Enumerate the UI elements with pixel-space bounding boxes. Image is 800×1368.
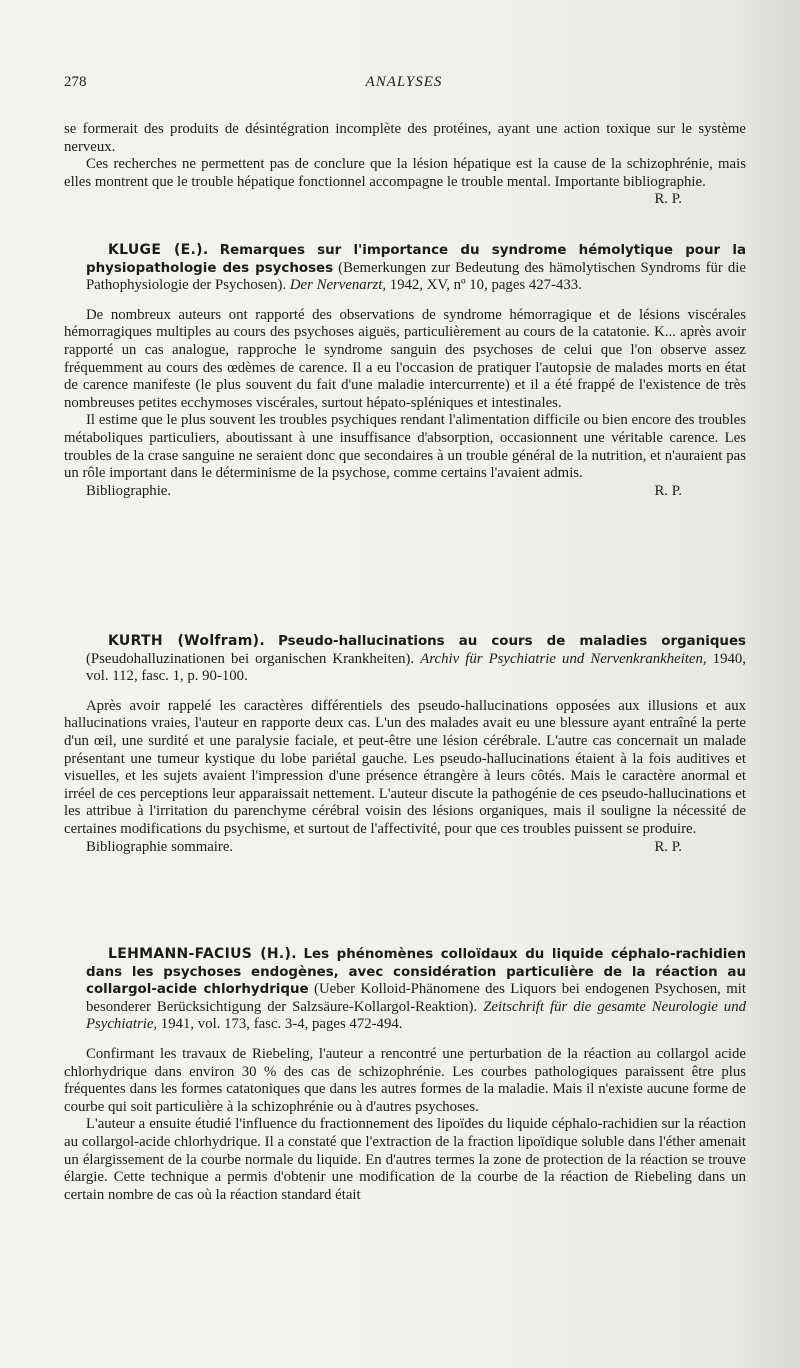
entry-original-title: (Bemerkungen zur Bedeutung des hämolytischen Syndroms für die Pathophysiologie der Psychosen).	[86, 259, 746, 294]
entry-journal: Archiv für Psychiatrie und Nervenkrankheiten,	[420, 650, 707, 667]
bibliographic-reference	[64, 946, 746, 1034]
entry-original-title: (Pseudohalluzinationen bei organischen Krankheiten).	[86, 650, 415, 667]
review-entry-kluge	[64, 242, 746, 500]
entry-paragraph: Il estime que le plus souvent les troubles psychiques rendant l'alimentation difficile ou bien encore des troubles métaboliques particuliers, aboutissant à une insuffisance d'absorption, occasionnent une véritable carence. Les troubles de la crase sanguine ne seraient donc que secondaires à un trouble général de la nutrition, et n'auraient pas un rôle important dans le déterminisme de la psychose, comme certains l'avaient admis.	[64, 412, 746, 482]
entry-paragraph: Confirmant les travaux de Riebeling, l'auteur a rencontré une perturbation de la réaction au collargol acide chlorhydrique dans environ 30 % des cas de schizophrénie. Les courbes pathologiques paraissent être plus fréquentes dans les formes catatoniques que dans les autres formes de la maladie. Mais il n'existe aucune forme de courbe qui soit particulière à la schizophrénie ou à d'autres psychoses.	[64, 1045, 746, 1115]
entry-title: Remarques sur l'importance du syndrome hémolytique pour la physiopathologie des psychoses	[86, 243, 747, 276]
entry-title: Les phénomènes colloïdaux du liquide céphalo-rachidien dans les psychoses endogènes, avec considération particulière de la réaction au collargol-acide chlorhydrique	[86, 947, 747, 998]
entry-paragraph: L'auteur a ensuite étudié l'influence du fractionnement des lipoïdes du liquide céphalo-rachidien sur la réaction au collargol-acide chlorhydrique. Il a constaté que l'extraction de la fraction lipoïdique soluble dans l'éther amenait un élargissement de la courbe normale du liquide. En d'autres termes la zone de protection de la réaction se trouve élargie. Cette technique a permis d'obtenir une modification de la courbe de la réaction de Riebeling dans un certain nombre de cas où la réaction standard était	[64, 1116, 746, 1203]
entry-citation: 1940, vol. 112, fasc. 1, p. 90-100.	[86, 650, 746, 685]
page-number: 278	[64, 74, 87, 90]
entry-closing: Bibliographie sommaire.	[86, 838, 234, 855]
entry-citation: 1941, vol. 173, fasc. 3-4, pages 472-494.	[160, 1016, 403, 1033]
page-header	[64, 74, 744, 98]
entry-journal: Der Nervenarzt,	[289, 277, 387, 294]
signature-row	[64, 191, 746, 209]
reviewer-signature: R. P.	[654, 838, 682, 855]
review-entry-lehmann-facius	[64, 946, 746, 1204]
entry-original-title: (Ueber Kolloid-Phänomene des Liquors bei endogenen Psychosen, mit besonderer Berücksichtigung der Salzsäure-Kollargol-Reaktion).	[86, 981, 747, 1015]
entry-journal: Zeitschrift für die gesamte Neurologie und Psychiatrie,	[86, 998, 747, 1033]
entry-paragraph: De nombreux auteurs ont rapporté des observations de syndrome hémorragique et de lésions viscérales hémorragiques multiples au cours des psychoses aiguës, particulièrement au cours de la catatonie. K... après avoir rapporté un cas analogue, rapproche le syndrome sanguin des psychoses de celui que l'on observe assez fréquemment au cours des œdèmes de carence. Il a eu l'occasion de pratiquer l'autopsie de malades morts en état de carence manifeste (le plus souvent du fait d'une maladie intercurrente) et il a été frappé de l'existence de très nombreuses petites ecchymoses viscérales, surtout hépato-spléniques et intestinales.	[64, 306, 746, 411]
entry-author: LEHMANN-FACIUS (H.).	[108, 946, 297, 962]
intro-paragraph: Ces recherches ne permettent pas de conclure que la lésion hépatique est la cause de la schizophrénie, mais elles montrent que le trouble hépatique fonctionnel accompagne le trouble mental. Importante bibliographie.	[64, 156, 746, 190]
bibliographic-reference	[64, 242, 746, 295]
intro-paragraph: se formerait des produits de désintégration incomplète des protéines, ayant une action toxique sur le système nerveux.	[64, 121, 746, 155]
entry-author: KURTH (Wolfram).	[108, 633, 265, 649]
signature-row	[64, 839, 746, 857]
review-entry-kurth	[64, 633, 746, 856]
reviewer-signature: R. P.	[654, 482, 682, 499]
entry-author: KLUGE (E.).	[108, 242, 209, 258]
running-head: ANALYSES	[365, 74, 443, 90]
entry-closing: Bibliographie.	[86, 482, 172, 499]
entry-paragraph: Après avoir rappelé les caractères différentiels des pseudo-hallucinations opposées aux illusions et aux hallucinations vraies, l'auteur en rapporte deux cas. L'un des malades avait eu une blessure ayant entraîné la perte d'un œil, une surdité et une paralysie faciale, et peut-être une lésion cérébrale. L'autre cas concernait un malade présentant une tumeur kystique du lobe pariétal gauche. Les pseudo-hallucinations étaient à la fois auditives et visuelles, et les sujets avaient l'impression d'une présence étrangère à leurs côtés. Mais le caractère anormal et irréel de ces perceptions leur apparaissait nettement. L'auteur discute la pathogénie de ces pseudo-hallucinations et les attribue à l'irritation du parenchyme cérébral voisin des lésions organiques, mais il souligne la nécessité de certaines modifications du psychisme, et surtout de l'affectivité, pour que ces troubles puissent se produire.	[64, 697, 746, 837]
signature-row	[64, 483, 746, 501]
entry-title: Pseudo-hallucinations au cours de maladies organiques	[278, 634, 746, 649]
reviewer-signature: R. P.	[654, 191, 682, 208]
entry-citation: 1942, XV, nº 10, pages 427-433.	[389, 277, 582, 294]
bibliographic-reference	[64, 633, 746, 686]
intro-block	[64, 121, 746, 209]
